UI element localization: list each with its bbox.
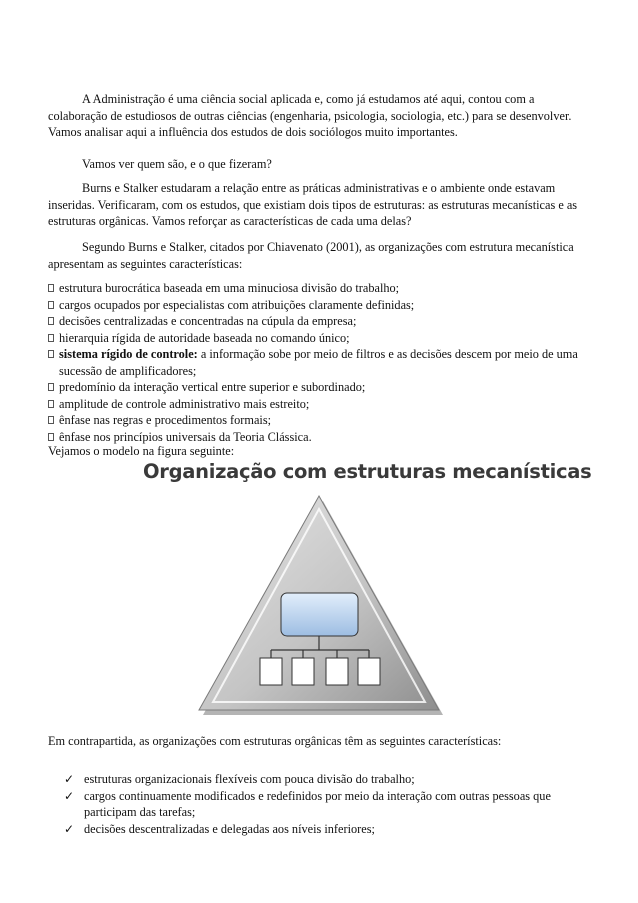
list-item: decisões centralizadas e concentradas na cúpula da empresa; xyxy=(48,313,590,330)
list-item: predomínio da interação vertical entre superior e subordinado; xyxy=(48,379,590,396)
square-bullet-icon xyxy=(48,433,54,441)
paragraph-figure-intro: Vejamos o modelo na figura seguinte: xyxy=(48,444,235,458)
list-item: ênfase nas regras e procedimentos formais; xyxy=(48,412,590,429)
top-box xyxy=(281,593,358,636)
organic-characteristics-list xyxy=(62,771,590,837)
square-bullet-icon xyxy=(48,334,54,342)
square-bullet-icon xyxy=(48,317,54,325)
square-bullet-icon xyxy=(48,284,54,292)
list-item: ✓ cargos continuamente modificados e redefinidos por meio da interação com outras pessoas que participam das tarefas; xyxy=(64,788,551,819)
paragraph-question: Vamos ver quem são, e o que fizeram? xyxy=(82,157,272,171)
paragraph-organic-intro: Em contrapartida, as organizações com estruturas orgânicas têm as seguintes características: xyxy=(48,734,502,748)
pyramid-org-chart-figure xyxy=(195,493,445,718)
square-bullet-icon xyxy=(48,416,54,424)
list-item: amplitude de controle administrativo mais estreito; xyxy=(48,396,590,413)
list-item: ✓ decisões descentralizadas e delegadas aos níveis inferiores; xyxy=(64,821,375,836)
square-bullet-icon xyxy=(48,301,54,309)
sub-box-1 xyxy=(260,658,282,685)
square-bullet-icon xyxy=(48,350,54,358)
list-item: estrutura burocrática baseada em uma minuciosa divisão do trabalho; xyxy=(48,280,590,297)
paragraph-intro: A Administração é uma ciência social aplicada e, como já estudamos até aqui, contou com a colaboração de estudiosos de outras ciências (engenharia, psicologia, sociologia, etc.) para se desenvolver. Vamos analisar aqui a influência dos estudos de dois sociólogos muito importantes. xyxy=(48,92,572,139)
checkmark-icon: ✓ xyxy=(64,788,75,803)
sub-box-3 xyxy=(326,658,348,685)
list-item: hierarquia rígida de autoridade baseada no comando único; xyxy=(48,330,590,347)
list-item: ênfase nos princípios universais da Teoria Clássica. xyxy=(48,429,590,446)
mechanistic-characteristics-list xyxy=(48,280,590,445)
paragraph-burns-stalker: Burns e Stalker estudaram a relação entre as práticas administrativas e o ambiente onde estavam inseridas. Verificaram, com os estudos, que existiam dois tipos de estruturas: as estruturas mecanísticas e as estruturas orgânicas. Vamos reforçar as características de cada uma delas? xyxy=(48,181,578,228)
paragraph-chiavenato: Segundo Burns e Stalker, citados por Chiavenato (2001), as organizações com estrutura mecanística apresentam as seguintes características: xyxy=(48,240,574,271)
list-item: cargos ocupados por especialistas com atribuições claramente definidas; xyxy=(48,297,590,314)
list-item: sistema rígido de controle: a informação sobe por meio de filtros e as decisões descem por meio de uma sucessão de amplificadores; xyxy=(48,346,590,379)
square-bullet-icon xyxy=(48,383,54,391)
square-bullet-icon xyxy=(48,400,54,408)
checkmark-icon: ✓ xyxy=(64,821,75,836)
sub-box-4 xyxy=(358,658,380,685)
list-item: ✓ estruturas organizacionais flexíveis com pouca divisão do trabalho; xyxy=(64,772,415,786)
checkmark-icon: ✓ xyxy=(64,772,75,786)
sub-box-2 xyxy=(292,658,314,685)
figure-title: Organização com estruturas mecanísticas xyxy=(143,460,592,483)
